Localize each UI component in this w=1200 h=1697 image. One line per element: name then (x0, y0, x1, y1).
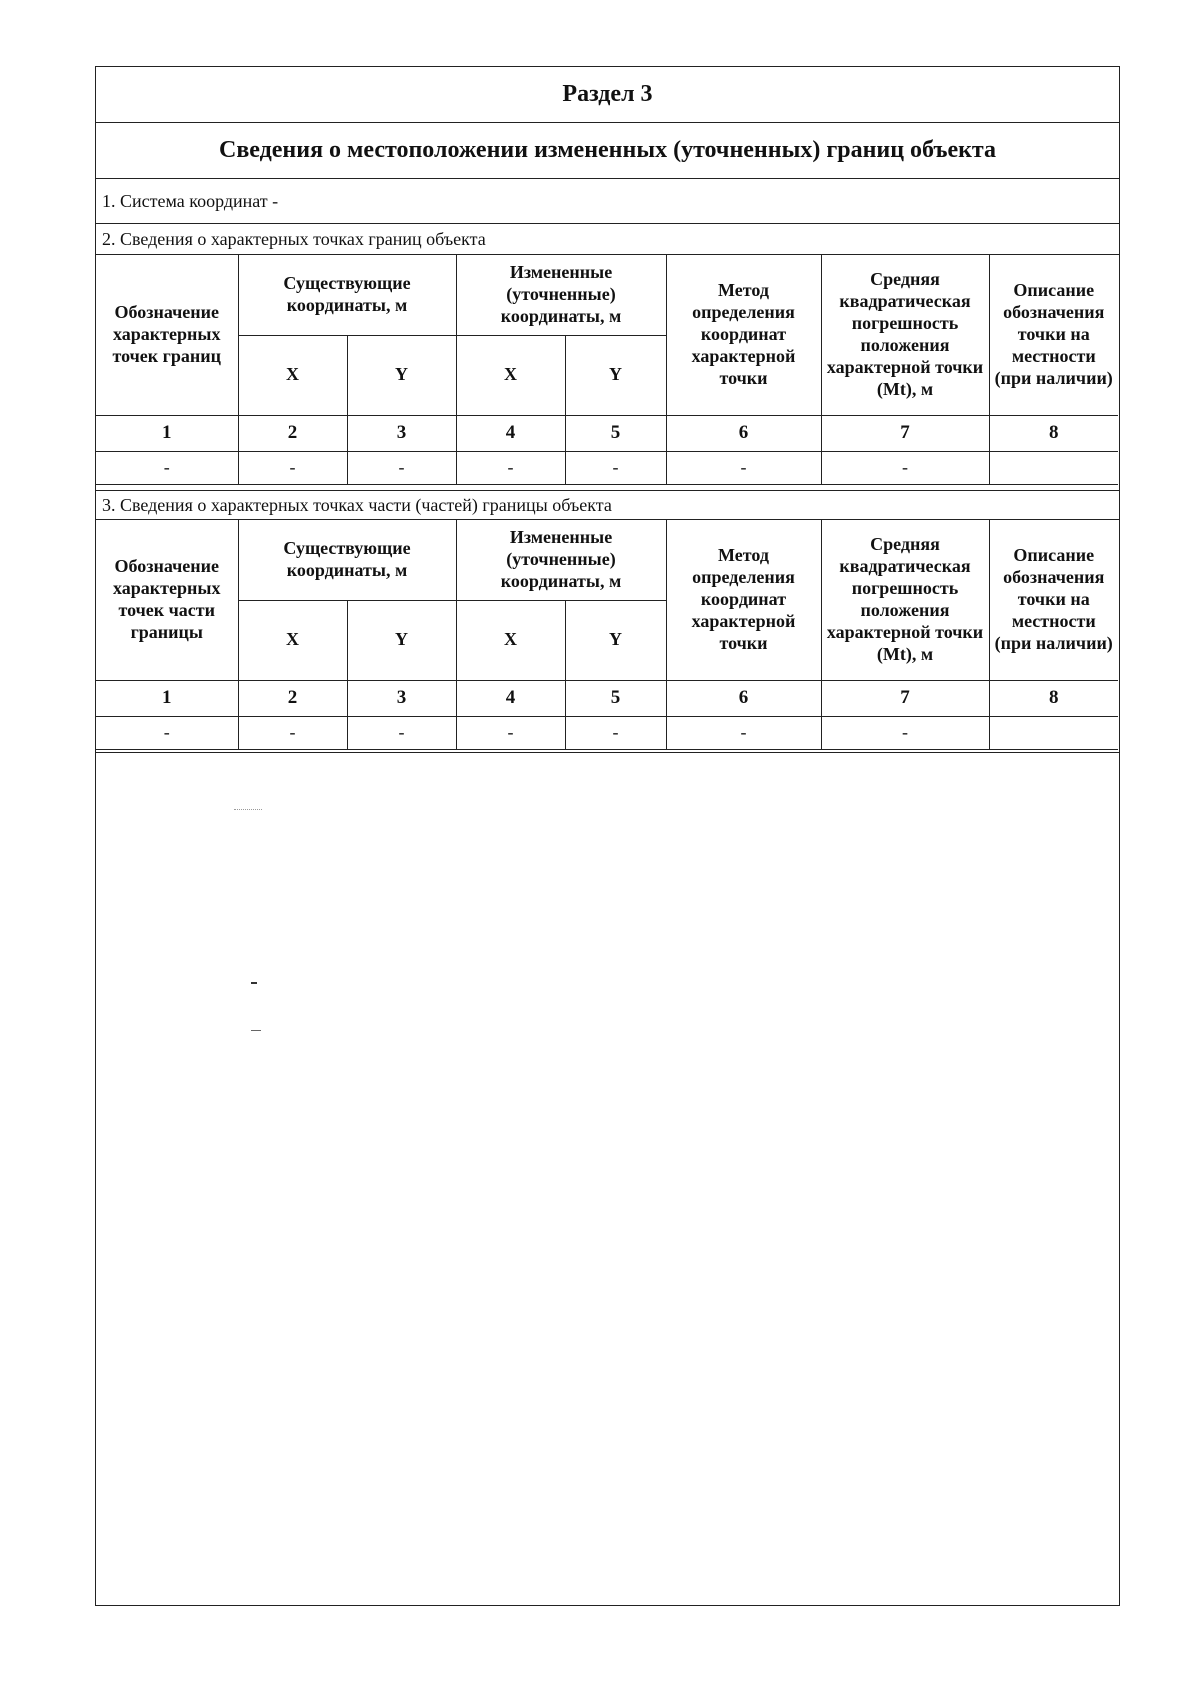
table-cell (989, 716, 1118, 749)
section-number-title (96, 67, 1119, 123)
header-designation: Обозначение характерных точек границ (96, 255, 238, 415)
column-number: 6 (666, 415, 821, 451)
column-number: 8 (989, 680, 1118, 716)
table-cell: - (96, 451, 238, 484)
table-row (96, 451, 1118, 484)
column-number: 4 (456, 680, 565, 716)
table-cell: - (821, 716, 989, 749)
table2-caption-row (96, 490, 1119, 520)
section-main-title-text: Сведения о местоположении измененных (уточненных) границ объекта (218, 137, 997, 163)
table-cell: - (821, 451, 989, 484)
column-number: 5 (565, 415, 666, 451)
coordinate-system-label: 1. Система координат - (102, 190, 279, 211)
table2-bottom-rule (96, 752, 1119, 753)
column-number: 5 (565, 680, 666, 716)
document-sheet (95, 66, 1120, 1606)
scan-speck (251, 1030, 261, 1031)
table-cell: - (238, 451, 347, 484)
column-number: 1 (96, 680, 238, 716)
header-existing-coords: Существующие координаты, м (238, 255, 456, 335)
column-number: 3 (347, 680, 456, 716)
header-existing-y: Y (347, 600, 456, 680)
header-changed-coords: Измененные (уточненные) координаты, м (456, 255, 666, 335)
header-existing-x: X (238, 335, 347, 415)
header-changed-x: X (456, 335, 565, 415)
header-changed-y: Y (565, 600, 666, 680)
section-number-text: Раздел 3 (562, 81, 653, 107)
header-changed-coords: Измененные (уточненные) координаты, м (456, 520, 666, 600)
boundary-part-points-table (96, 520, 1118, 750)
header-mean-error: Средняя квадратическая погрешность положения характерной точки (Mt), м (821, 520, 989, 680)
table-cell: - (565, 716, 666, 749)
column-number: 2 (238, 680, 347, 716)
table-cell: - (565, 451, 666, 484)
column-numbers-row (96, 415, 1118, 451)
table-cell: - (456, 716, 565, 749)
header-mean-error: Средняя квадратическая погрешность положения характерной точки (Mt), м (821, 255, 989, 415)
table-cell: - (96, 716, 238, 749)
header-existing-coords: Существующие координаты, м (238, 520, 456, 600)
table-cell: - (347, 451, 456, 484)
column-number: 1 (96, 415, 238, 451)
table-cell: - (666, 716, 821, 749)
section-main-title (96, 123, 1119, 179)
column-number: 4 (456, 415, 565, 451)
column-number: 7 (821, 680, 989, 716)
header-changed-x: X (456, 600, 565, 680)
table-cell: - (666, 451, 821, 484)
table-cell: - (456, 451, 565, 484)
table-cell: - (347, 716, 456, 749)
column-number: 3 (347, 415, 456, 451)
table-cell (989, 451, 1118, 484)
column-number: 7 (821, 415, 989, 451)
header-description: Описание обозначения точки на местности (при наличии) (989, 255, 1118, 415)
column-number: 2 (238, 415, 347, 451)
header-designation: Обозначение характерных точек части границы (96, 520, 238, 680)
table1-caption: 2. Сведения о характерных точках границ объекта (102, 228, 486, 249)
table-row (96, 716, 1118, 749)
header-existing-y: Y (347, 335, 456, 415)
scan-speck (251, 982, 257, 984)
boundary-points-table (96, 255, 1118, 485)
table2-caption: 3. Сведения о характерных точках части (частей) границы объекта (102, 494, 612, 515)
header-existing-x: X (238, 600, 347, 680)
column-number: 6 (666, 680, 821, 716)
header-description: Описание обозначения точки на местности (при наличии) (989, 520, 1118, 680)
header-method: Метод определения координат характерной точки (666, 520, 821, 680)
column-number: 8 (989, 415, 1118, 451)
table1-caption-row (96, 224, 1119, 255)
table-cell: - (238, 716, 347, 749)
column-numbers-row (96, 680, 1118, 716)
header-changed-y: Y (565, 335, 666, 415)
coordinate-system-row (96, 179, 1119, 224)
header-method: Метод определения координат характерной точки (666, 255, 821, 415)
scan-speck (234, 809, 262, 811)
